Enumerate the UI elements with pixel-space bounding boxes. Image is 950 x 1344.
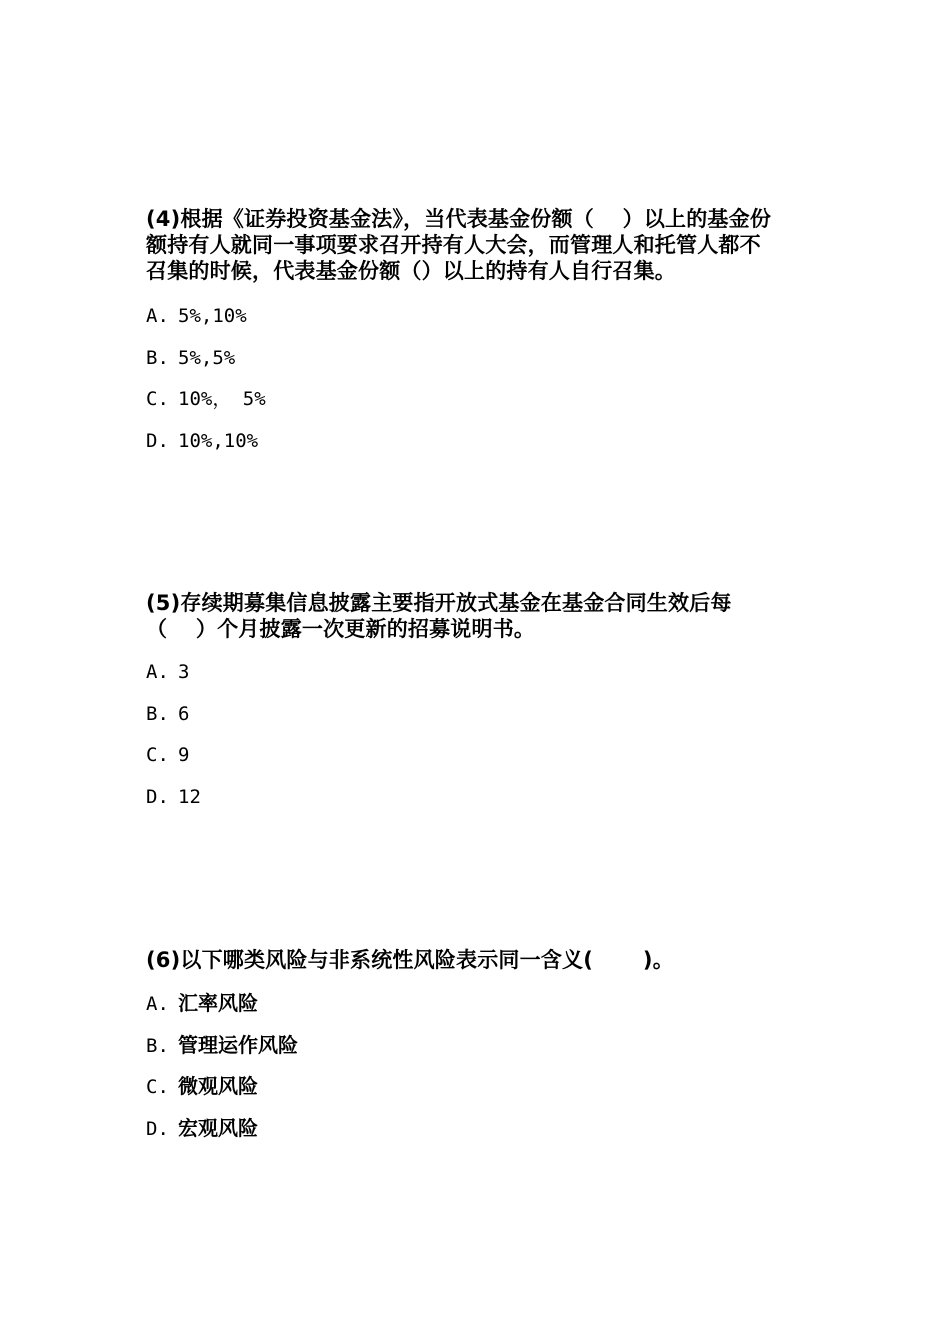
option-text: 12 xyxy=(178,785,201,808)
question-line: （ ）个月披露一次更新的招募说明书。 xyxy=(146,617,536,641)
question-text xyxy=(146,206,826,284)
option-a xyxy=(146,661,826,703)
question-line: (6)以下哪类风险与非系统性风险表示同一含义( )。 xyxy=(146,948,674,972)
option-text: 6 xyxy=(178,702,190,725)
option-d xyxy=(146,1117,826,1159)
option-c xyxy=(146,1075,826,1117)
question-text xyxy=(146,947,826,973)
option-text: 5%,10% xyxy=(178,305,247,327)
question-text xyxy=(146,590,826,642)
option-list xyxy=(146,661,826,827)
option-a xyxy=(146,992,826,1034)
question-6 xyxy=(146,947,826,1158)
option-text: 3 xyxy=(178,661,190,683)
option-c xyxy=(146,744,826,786)
option-text: 宏观风险 xyxy=(178,1115,258,1140)
question-line: 召集的时候，代表基金份额（）以上的持有人自行召集。 xyxy=(146,259,676,283)
option-letter: D. xyxy=(146,429,169,452)
option-letter: C. xyxy=(146,388,169,410)
option-d xyxy=(146,430,826,472)
option-text: 汇率风险 xyxy=(178,991,258,1015)
question-line: (4)根据《证券投资基金法》，当代表基金份额（ ）以上的基金份 xyxy=(146,207,772,231)
option-letter: A. xyxy=(146,305,169,327)
option-letter: C. xyxy=(146,744,169,766)
option-letter: A. xyxy=(146,993,169,1015)
option-list xyxy=(146,305,826,471)
option-text: 10%,10% xyxy=(178,429,259,452)
option-a xyxy=(146,305,826,347)
option-letter: B. xyxy=(146,702,169,725)
option-b xyxy=(146,1034,826,1076)
question-5 xyxy=(146,590,826,827)
question-line: 额持有人就同一事项要求召开持有人大会，而管理人和托管人都不 xyxy=(146,233,761,257)
option-letter: D. xyxy=(146,785,169,808)
option-b xyxy=(146,703,826,745)
option-c xyxy=(146,388,826,430)
option-letter: D. xyxy=(146,1117,169,1140)
question-line: (5)存续期募集信息披露主要指开放式基金在基金合同生效后每 xyxy=(146,591,732,615)
option-letter: B. xyxy=(146,1034,169,1057)
option-text: 5%,5% xyxy=(178,346,236,369)
option-text: 微观风险 xyxy=(178,1074,258,1098)
option-b xyxy=(146,347,826,389)
option-d xyxy=(146,786,826,828)
option-letter: C. xyxy=(146,1076,169,1098)
option-text: 10%， 5% xyxy=(178,388,266,410)
option-letter: B. xyxy=(146,346,169,369)
option-text: 管理运作风险 xyxy=(178,1032,298,1057)
option-letter: A. xyxy=(146,661,169,683)
option-text: 9 xyxy=(178,744,190,766)
option-list xyxy=(146,992,826,1158)
question-4 xyxy=(146,206,826,471)
